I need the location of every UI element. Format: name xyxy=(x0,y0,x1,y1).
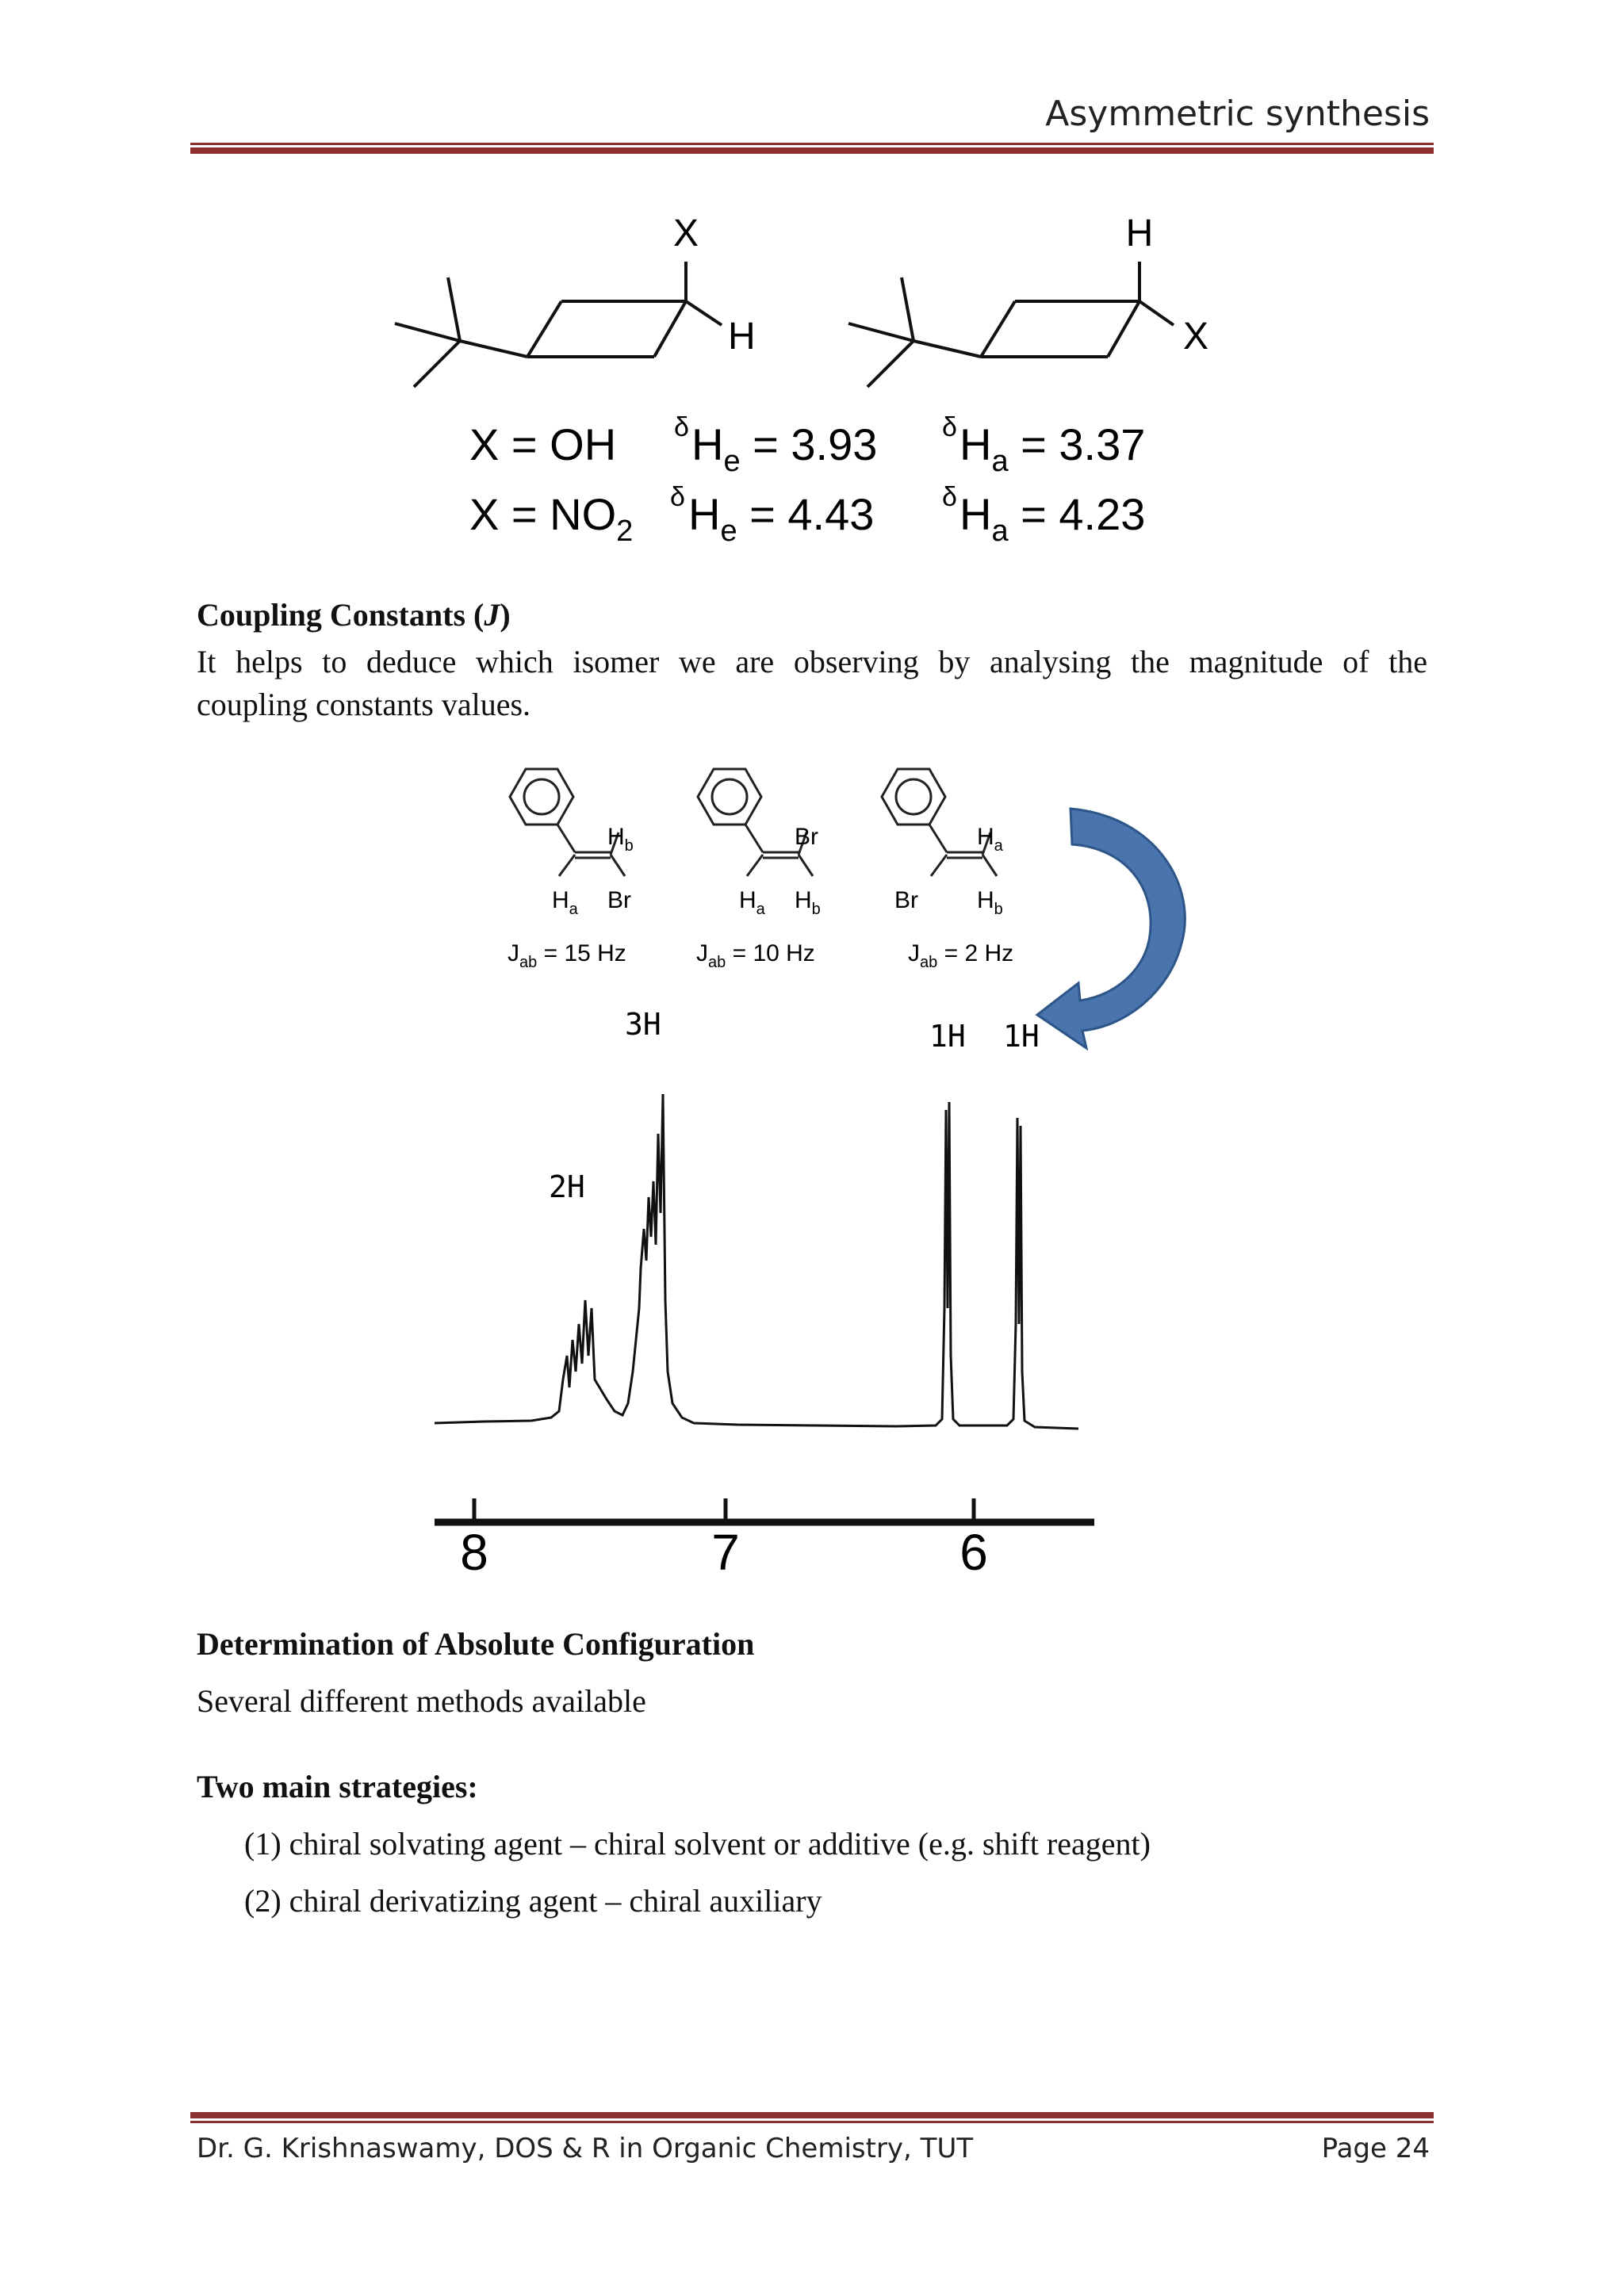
struct2-ha: $H_a$ xyxy=(739,887,765,918)
struct1-ha: $H_a$ xyxy=(552,887,578,918)
ha-label: $H_a = 4.23$ xyxy=(959,489,1146,548)
delta-symbol: δ xyxy=(674,412,689,442)
coupling-paragraph-line2: coupling constants values. xyxy=(197,687,531,722)
struct1-br: Br xyxy=(607,887,631,913)
label-h-equatorial-left: H xyxy=(728,316,756,358)
header-rule-thick xyxy=(190,147,1434,154)
curved-arrow-icon xyxy=(1037,809,1185,1048)
structure-3 xyxy=(882,769,997,876)
substituent-no2: $X = NO_2$ xyxy=(469,489,634,548)
strategy-item-1: (1) chiral solvating agent – chiral solvent or additive (e.g. shift reagent) xyxy=(244,1826,1151,1862)
jab-15: $J_{ab} = 15$ Hz xyxy=(508,940,626,971)
struct2-br: Br xyxy=(795,824,818,850)
ha-label: $H_a = 3.37$ xyxy=(959,419,1146,478)
peak-label-2h: 2H xyxy=(549,1169,585,1204)
structure-1 xyxy=(510,769,625,876)
shift-row-no2 xyxy=(469,482,1145,548)
peak-label-3h: 3H xyxy=(625,1007,661,1042)
footer-author: Dr. G. Krishnaswamy, DOS & R in Organic Chemistry, TUT xyxy=(197,2133,974,2164)
peak-label-1h-b: 1H xyxy=(1003,1019,1040,1054)
conformer-right-structure xyxy=(848,262,1174,387)
coupling-paragraph xyxy=(197,641,1427,726)
struct3-hb: $H_b$ xyxy=(977,887,1003,918)
he-label: $H_e = 3.93$ xyxy=(691,419,878,478)
delta-symbol: δ xyxy=(942,412,957,442)
struct3-ha: $H_a$ xyxy=(977,824,1003,855)
struct3-br: Br xyxy=(894,887,918,913)
delta-symbol: δ xyxy=(670,482,685,512)
axis-label-7: 7 xyxy=(711,1524,740,1581)
jab-10: $J_{ab} = 10$ Hz xyxy=(696,940,815,971)
strategy-item-2: (2) chiral derivatizing agent – chiral auxiliary xyxy=(244,1883,822,1919)
delta-symbol: δ xyxy=(942,482,957,512)
footer-rule-thin xyxy=(190,2121,1434,2123)
label-x-axial-left: X xyxy=(672,212,699,254)
spectrum-trace xyxy=(435,1094,1078,1429)
axis-label-6: 6 xyxy=(959,1524,988,1581)
substituent-oh: X = OH xyxy=(469,419,617,469)
struct1-hb: $H_b$ xyxy=(607,824,634,855)
conformer-left-structure xyxy=(395,262,722,387)
nmr-spectrum-figure xyxy=(420,753,1261,1586)
page-header-title: Asymmetric synthesis xyxy=(1045,94,1430,134)
footer-page-number: Page 24 xyxy=(1321,2133,1430,2164)
peak-label-1h-a: 1H xyxy=(929,1019,966,1054)
jab-2: $J_{ab} = 2$ Hz xyxy=(908,940,1014,971)
coupling-heading: Coupling Constants (J) xyxy=(197,597,511,633)
struct2-hb: $H_b$ xyxy=(795,887,821,918)
absolute-config-heading: Determination of Absolute Configuration xyxy=(197,1626,755,1662)
strategies-heading: Two main strategies: xyxy=(197,1769,478,1804)
coupling-paragraph-line1: It helps to deduce which isomer we are observing by analysing the magnitude of the xyxy=(197,644,1427,679)
structure-2 xyxy=(698,769,813,876)
axis-label-8: 8 xyxy=(460,1524,488,1581)
footer-rule-thick xyxy=(190,2112,1434,2118)
label-h-axial-right: H xyxy=(1125,212,1154,254)
absolute-config-text: Several different methods available xyxy=(197,1683,646,1719)
shift-row-oh xyxy=(469,412,1145,478)
header-rule-thin xyxy=(190,143,1434,145)
cyclohexane-conformers-figure xyxy=(381,198,1253,571)
he-label: $H_e = 4.43$ xyxy=(688,489,875,548)
label-x-equatorial-right: X xyxy=(1183,316,1209,358)
